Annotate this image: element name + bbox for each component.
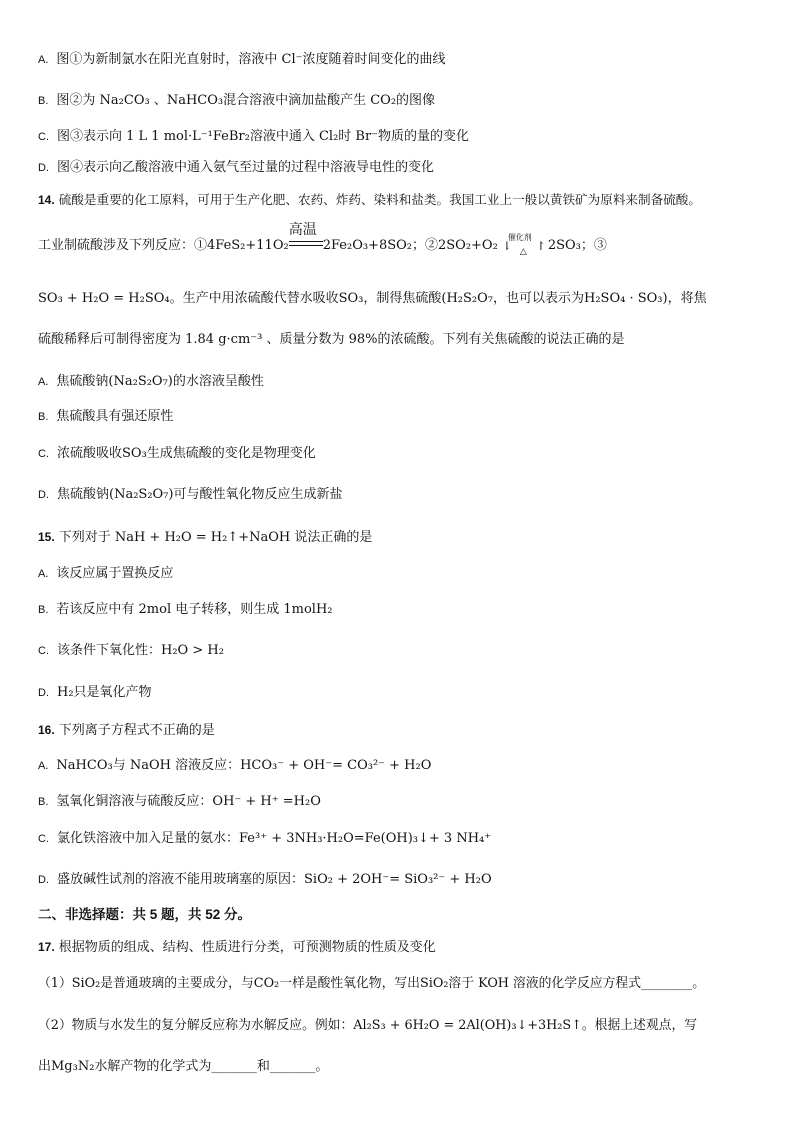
option-text: 图④表示向乙酸溶液中通入氨气至过量的过程中溶液导电性的变化	[57, 160, 435, 175]
q16-option-d	[38, 871, 492, 889]
q17-part3: 出Mg₃N₂水解产物的化学式为_______和_______。	[38, 1059, 329, 1074]
option-text: 图③表示向 1 L 1 mol·L⁻¹FeBr₂溶液中通入 Cl₂时 Br⁻物质的量的变化	[57, 129, 470, 144]
option-label: B.	[38, 604, 49, 616]
question-stem: 硫酸是重要的化工原料，可用于生产化肥、农药、炸药、染料和盐类。我国工业上一般以黄铁矿为原料来制备硫酸。	[58, 192, 701, 207]
option-text: NaHCO₃与 NaOH 溶液反应：HCO₃⁻ + OH⁻= CO₃²⁻ + H₂O	[56, 758, 432, 773]
question-stem: 下列离子方程式不正确的是	[58, 723, 215, 738]
q15-stem	[38, 528, 372, 547]
q14-option-d	[38, 486, 342, 504]
q14-stem-line2	[38, 222, 607, 257]
option-label: C.	[38, 448, 49, 460]
q13-option-c	[38, 128, 469, 146]
question-stem: 硫酸稀释后可制得密度为 1.84 g·cm⁻³ 、质量分数为 98%的浓硫酸。下列有关焦硫酸的说法正确的是	[38, 332, 625, 347]
option-label: C.	[38, 833, 49, 845]
equal-bar	[289, 241, 323, 246]
q16-stem	[38, 721, 215, 740]
q13-option-a	[38, 51, 446, 69]
section-heading: 二、非选择题：共 5 题，共 52 分。	[38, 907, 252, 922]
question-number: 16.	[38, 723, 55, 737]
question-number: 17.	[38, 940, 55, 954]
q13-option-d	[38, 159, 434, 177]
option-label: D.	[38, 162, 49, 174]
q15-option-a	[38, 565, 173, 583]
option-text: 若该反应中有 2mol 电子转移，则生成 1molH₂	[56, 602, 333, 617]
catalyst-text: 催化剂	[507, 233, 532, 242]
option-label: D.	[38, 687, 49, 699]
option-label: B.	[38, 796, 49, 808]
option-label: B.	[38, 411, 49, 423]
q15-option-b	[38, 601, 333, 619]
q14-option-b	[38, 408, 173, 426]
q14-stem-line3	[38, 290, 707, 308]
reaction-1-products: 2Fe₂O₃+8SO₂；②2SO₂+O₂	[322, 238, 498, 253]
q13-option-b	[38, 92, 435, 110]
option-label: A.	[38, 568, 49, 580]
question-stem: 下列对于 NaH + H₂O = H₂↑+NaOH 说法正确的是	[58, 530, 373, 545]
q15-option-c	[38, 642, 224, 660]
question-number: 14.	[38, 193, 55, 207]
option-label: D.	[38, 874, 49, 886]
heat-symbol: △	[519, 247, 527, 257]
option-label: D.	[38, 489, 49, 501]
q16-option-a	[38, 757, 431, 775]
q15-option-d	[38, 684, 152, 702]
option-text: 该条件下氧化性：H₂O > H₂	[57, 643, 224, 658]
option-text: 图①为新制氯水在阳光直射时，溶液中 Cl⁻浓度随着时间变化的曲线	[56, 52, 446, 67]
option-text: 焦硫酸钠(Na₂S₂O₇)可与酸性氧化物反应生成新盐	[57, 487, 343, 502]
option-text: 盛放碱性试剂的溶液不能用玻璃塞的原因：SiO₂ + 2OH⁻= SiO₃²⁻ + H₂O	[57, 872, 492, 887]
option-label: C.	[38, 131, 49, 143]
option-text: 焦硫酸钠(Na₂S₂O₇)的水溶液呈酸性	[56, 374, 264, 389]
option-text: 氢氧化铜溶液与硫酸反应：OH⁻ + H⁺ =H₂O	[56, 794, 321, 809]
reaction-condition-arrow	[288, 222, 323, 249]
question-number: 15.	[38, 530, 55, 544]
option-text: 图②为 Na₂CO₃ 、NaHCO₃混合溶液中滴加盐酸产生 CO₂的图像	[56, 93, 436, 108]
option-label: A.	[38, 760, 49, 772]
option-text: H₂只是氧化产物	[57, 685, 152, 700]
reaction-1-reactants: 工业制硫酸涉及下列反应：①4FeS₂+11O₂	[38, 238, 289, 253]
q14-option-c	[38, 445, 316, 463]
q17-part1: （1）SiO₂是普通玻璃的主要成分，与CO₂一样是酸性氧化物，写出SiO₂溶于 KOH 溶液的化学反应方程式________。	[38, 976, 705, 991]
question-stem: SO₃ + H₂O = H₂SO₄。生产中用浓硫酸代替水吸收SO₃，制得焦硫酸(H₂S₂O₇，也可以表示为H₂SO₄ · SO₃)，将焦	[38, 291, 707, 306]
option-text: 浓硫酸吸收SO₃生成焦硫酸的变化是物理变化	[57, 446, 316, 461]
option-text: 氯化铁溶液中加入足量的氨水：Fe³⁺ + 3NH₃·H₂O=Fe(OH)₃↓+ 3 NH₄⁺	[57, 831, 492, 846]
arrow-right-glyph: ↾	[535, 239, 546, 253]
q14-option-a	[38, 373, 264, 391]
reaction-2-products: 2SO₃；③	[547, 238, 607, 253]
option-label: B.	[38, 95, 49, 107]
q17-part2: （2）物质与水发生的复分解反应称为水解反应。例如：Al₂S₃ + 6H₂O = 2Al(OH)₃↓+3H₂S↑。根据上述观点，写	[38, 1018, 698, 1033]
q17-stem	[38, 938, 436, 957]
condition-text: 高温	[288, 222, 317, 238]
option-label: A.	[38, 54, 49, 66]
q14-stem-line4	[38, 331, 625, 349]
option-label: C.	[38, 645, 49, 657]
q14-stem-line1	[38, 191, 701, 209]
arrow-left-glyph: ⇂	[501, 239, 512, 253]
question-stem: 根据物质的组成、结构、性质进行分类，可预测物质的性质及变化	[58, 940, 436, 955]
q16-option-b	[38, 793, 321, 811]
option-text: 焦硫酸具有强还原性	[56, 409, 174, 424]
q16-option-c	[38, 830, 491, 848]
option-text: 该反应属于置换反应	[56, 566, 174, 581]
option-label: A.	[38, 376, 49, 388]
reversible-arrow	[501, 233, 548, 257]
